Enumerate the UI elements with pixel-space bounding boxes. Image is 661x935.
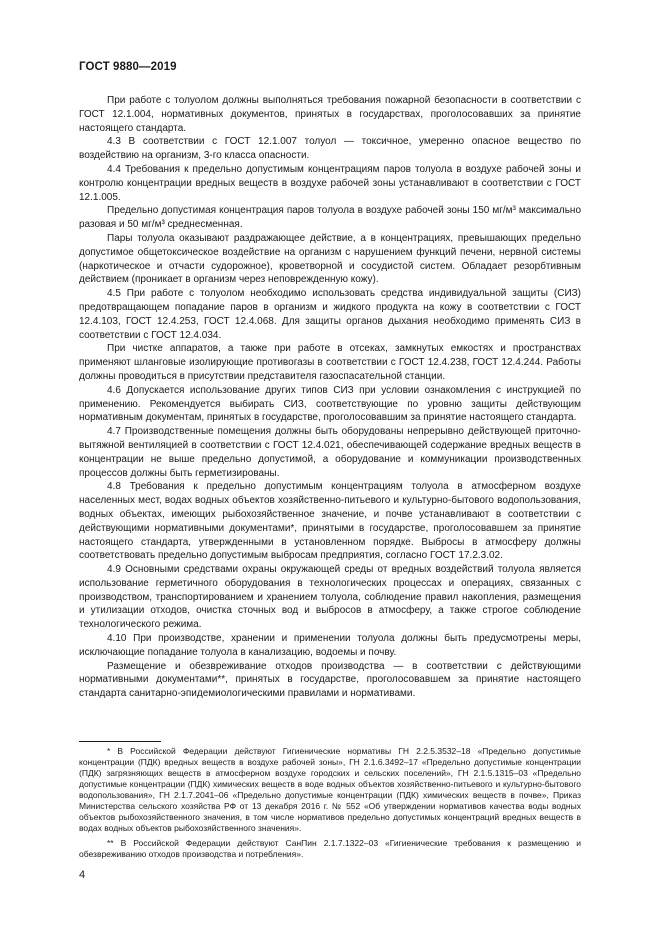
paragraph: При чистке аппаратов, а также при работе в отсеках, замкнутых емкостях и пространствах применяют шланговые изолирующие противогазы в соответствии с ГОСТ 12.4.238, ГОСТ 12.4.244. Работы должны проводиться в присутствии представителя газоспасательной станции. (79, 343, 581, 382)
paragraph: 4.9 Основными средствами охраны окружающей среды от вредных воздействий толуола является использование герметичного оборудования в технологических процессах и операциях, связанных с производством, транспортированием и хранением толуола, соблюдение правил накопления, размещения и утилизации отходов, очистка сточных вод и выбросов в атмосферу, а также строгое соблюдение технологического режима. (79, 564, 581, 631)
paragraph: 4.8 Требования к предельно допустимым концентрациям толуола в атмосферном воздухе населенных мест, водах водных объектов хозяйственно-питьевого и культурно-бытового водопользования, водных объектах, имеющих рыбохозяйственное значение, и почве устанавливают в соответствии с действующими нормативными документами*, принятыми в государстве, проголосовавшем за принятие настоящего стандарта, утвержденными в установленном порядке. Выбросы в атмосферу должны соответствовать предельно допустимым выбросам предприятия, согласно ГОСТ 17.2.3.02. (79, 481, 581, 562)
paragraph: Предельно допустимая концентрация паров толуола в воздухе рабочей зоны 150 мг/м³ максимально разовая и 50 мг/м³ среднесменная. (79, 205, 581, 231)
footnotes (79, 746, 581, 864)
footnote-divider (79, 741, 161, 742)
paragraph: 4.10 При производстве, хранении и применении толуола должны быть предусмотрены меры, исключающие попадание толуола в канализацию, водоемы и почву. (79, 633, 581, 658)
page-header: ГОСТ 9880—2019 (79, 61, 177, 73)
paragraph: Размещение и обезвреживание отходов производства — в соответствии с действующими нормативными документами**, принятых в государстве, проголосовавшем за принятие настоящего стандарта санитарно-эпидемиологическими правилами и нормативами. (79, 660, 581, 700)
body-text (79, 94, 581, 701)
footnote: ** В Российской Федерации действуют СанПин 2.1.7.1322–03 «Гигиенические требования к размещению и обезвреживанию отходов производства и потребления». (79, 838, 581, 859)
paragraph: 4.6 Допускается использование других типов СИЗ при условии ознакомления с инструкцией по применению. Рекомендуется выбирать СИЗ, соответствующие по уровню защиты действующим нормативным документам, принятых в государстве, проголосовавшим за принятие настоящего стандарта. (79, 384, 581, 424)
paragraph: 4.7 Производственные помещения должны быть оборудованы непрерывно действующей приточно-вытяжной вентиляцией в соответствии с ГОСТ 12.4.021, обеспечивающей содержание вредных веществ в концентрации не выше предельно допустимой, а оборудование и коммуникации производственных процессов должны быть герметизированы. (79, 426, 581, 479)
paragraph: При работе с толуолом должны выполняться требования пожарной безопасности в соответствии с ГОСТ 12.1.004, нормативных документов, принятых в государствах, проголосовавших за принятие настоящего стандарта. (79, 95, 581, 134)
paragraph: 4.4 Требования к предельно допустимым концентрациям паров толуола в воздухе рабочей зоны и контролю концентрации вредных веществ в воздухе рабочей зоны устанавливают в соответствии с ГОСТ 12.1.005. (79, 163, 581, 203)
paragraph: Пары толуола оказывают раздражающее действие, а в концентрациях, превышающих предельно допустимое общетоксическое воздействие на организм с нарушением функций печени, нервной системы (наркотическое и отчасти судорожное), кроветворной и сосудистой систем. Обладает резорбтивным действием (проникает в организм через неповрежденную кожу). (79, 232, 581, 286)
page-number: 4 (79, 869, 86, 881)
paragraph: 4.5 При работе с толуолом необходимо использовать средства индивидуальной защиты (СИЗ) предотвращающем попадание паров в организм и жидкого продукта на кожу в соответствии с ГОСТ 12.4.103, ГОСТ 12.4.253, ГОСТ 12.4.068. Для защиты органов дыхания необходимо применять СИЗ в соответствии с ГОСТ 12.4.034. (79, 288, 581, 341)
paragraph: 4.3 В соответствии с ГОСТ 12.1.007 толуол — токсичное, умеренно опасное вещество по воздействию на организм, 3-го класса опасности. (79, 136, 581, 162)
footnote: * В Российской Федерации действуют Гигиенические нормативы ГН 2.2.5.3532–18 «Предельно допустимые концентрации (ПДК) вредных веществ в воздухе рабочей зоны», ГН 2.1.6.3492–17 «Предельно допустимые концентрации (ПДК) загрязняющих веществ в атмосферном воздухе городских и сельских поселений», ГН 2.1.5.1315–03 «Предельно допустимые концентрации (ПДК) химических веществ в воде водных объектов хозяйственно-питьевого и культурно-бытового водопользования», ГН 2.1.7.2041–06 «Предельно допустимые концентрации (ПДК) химических веществ в почве», Приказ Министерства сельского хозяйства РФ от 13 декабря 2016 г. № 552 «Об утверждении нормативов качества воды водных объектов рыбохозяйственного значения, в том числе нормативов предельно допустимых концентраций вредных веществ в водах водных объектов рыбохозяйственного значения». (79, 746, 581, 833)
